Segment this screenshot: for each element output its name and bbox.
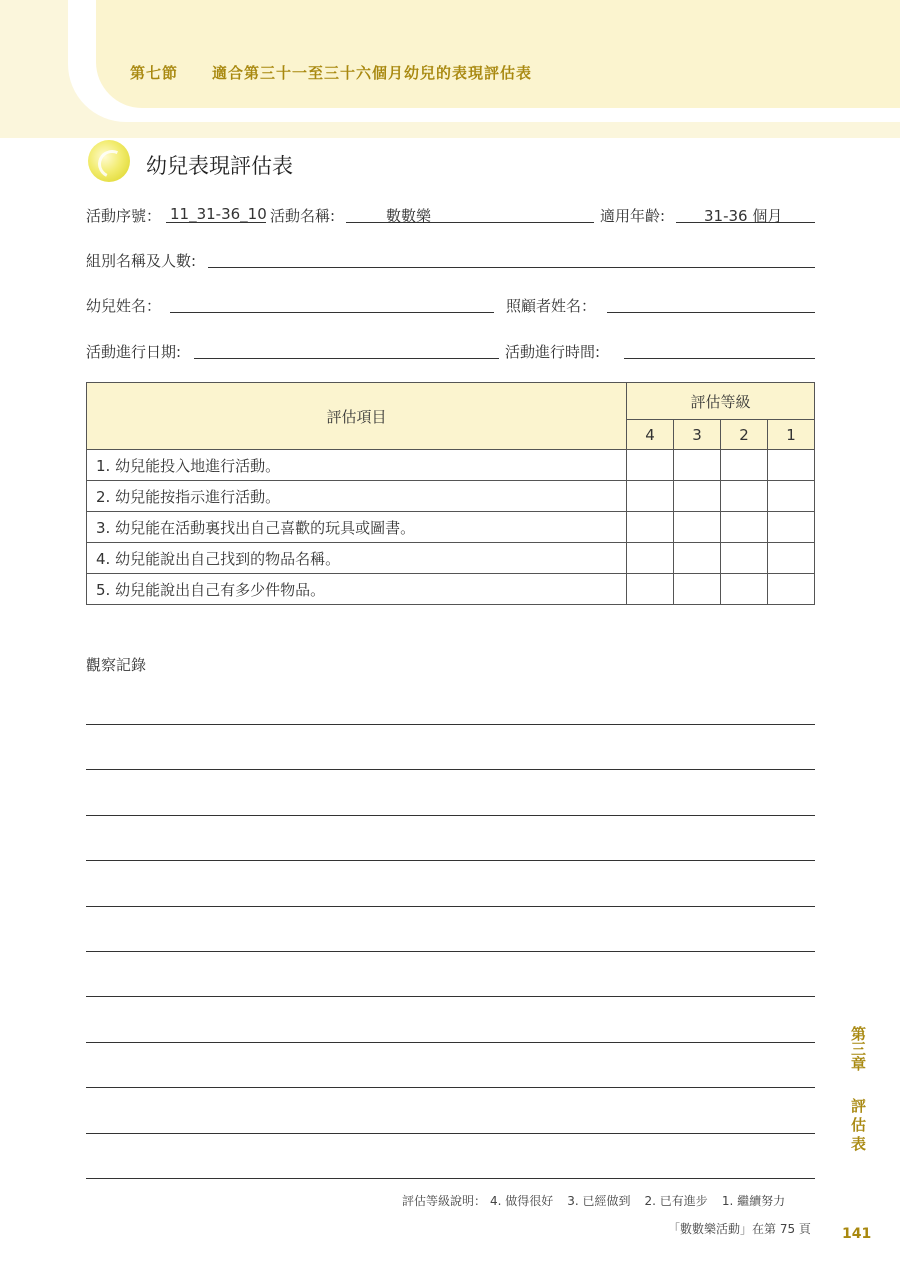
item-3: 3. 幼兒能在活動裏找出自己喜歡的玩具或圖書。 — [87, 512, 627, 543]
time-field[interactable] — [624, 358, 815, 359]
score-cell[interactable] — [768, 481, 815, 512]
score-cell[interactable] — [627, 543, 674, 574]
table-row — [87, 450, 815, 481]
observation-line[interactable] — [86, 951, 815, 952]
activity-name-label: 活動名稱: — [270, 207, 336, 225]
date-field[interactable] — [194, 358, 499, 359]
activity-name-value: 數數樂 — [386, 207, 432, 225]
item-4: 4. 幼兒能說出自己找到的物品名稱。 — [87, 543, 627, 574]
score-cell[interactable] — [627, 481, 674, 512]
score-cell[interactable] — [674, 512, 721, 543]
child-name-label: 幼兒姓名： — [86, 297, 162, 315]
table-row — [87, 574, 815, 605]
section-number: 第七節 — [130, 64, 179, 82]
level-1-header: 1 — [768, 420, 815, 450]
score-cell[interactable] — [768, 450, 815, 481]
child-name-field[interactable] — [170, 312, 494, 313]
table-row — [87, 512, 815, 543]
score-cell[interactable] — [721, 481, 768, 512]
score-cell[interactable] — [674, 450, 721, 481]
observation-line[interactable] — [86, 1133, 815, 1134]
age-label: 適用年齡: — [600, 207, 666, 225]
group-field[interactable] — [208, 267, 815, 268]
observation-line[interactable] — [86, 1087, 815, 1088]
activity-no-value: 11_31-36_10 — [170, 205, 267, 223]
carer-name-field[interactable] — [607, 312, 815, 313]
item-column-header: 評估項目 — [87, 383, 627, 450]
group-label: 組別名稱及人數: — [86, 252, 197, 270]
observation-line[interactable] — [86, 996, 815, 997]
score-cell[interactable] — [768, 574, 815, 605]
page-number: 141 — [842, 1226, 872, 1242]
item-1: 1. 幼兒能投入地進行活動。 — [87, 450, 627, 481]
legend-label: 評估等級說明： — [402, 1194, 487, 1208]
score-cell[interactable] — [768, 543, 815, 574]
observation-line[interactable] — [86, 860, 815, 861]
table-row — [87, 481, 815, 512]
level-3-header: 3 — [674, 420, 721, 450]
score-cell[interactable] — [674, 543, 721, 574]
date-label: 活動進行日期: — [86, 343, 182, 361]
observation-line[interactable] — [86, 815, 815, 816]
document-title: 幼兒表現評估表 — [146, 154, 293, 178]
page-reference: 「數數樂活動」在第 75 頁 — [668, 1222, 811, 1236]
score-cell[interactable] — [627, 450, 674, 481]
score-cell[interactable] — [627, 574, 674, 605]
evaluation-table — [86, 382, 815, 605]
observation-line[interactable] — [86, 769, 815, 770]
legend-item: 2. 已有進步 — [644, 1194, 708, 1208]
activity-no-label: 活動序號： — [86, 207, 162, 225]
level-4-header: 4 — [627, 420, 674, 450]
table-row — [87, 543, 815, 574]
side-chapter-label — [848, 1026, 868, 1076]
item-2: 2. 幼兒能按指示進行活動。 — [87, 481, 627, 512]
age-value: 31-36 個月 — [704, 207, 783, 225]
observation-line[interactable] — [86, 1178, 815, 1179]
table-header-row — [87, 383, 815, 420]
header-title — [130, 62, 532, 83]
activity-name-underline — [346, 222, 594, 223]
legend-item: 3. 已經做到 — [567, 1194, 631, 1208]
time-label: 活動進行時間: — [505, 343, 601, 361]
score-cell[interactable] — [768, 512, 815, 543]
title-bullet-icon — [88, 140, 130, 182]
score-cell[interactable] — [721, 543, 768, 574]
score-cell[interactable] — [721, 450, 768, 481]
score-cell[interactable] — [674, 574, 721, 605]
score-cell[interactable] — [721, 574, 768, 605]
section-title: 適合第三十一至三十六個月幼兒的表現評估表 — [212, 64, 533, 82]
side-section-text: 評估表 — [849, 1098, 867, 1155]
score-cell[interactable] — [627, 512, 674, 543]
observation-line[interactable] — [86, 724, 815, 725]
observation-title: 觀察記錄 — [86, 656, 147, 674]
level-column-header: 評估等級 — [627, 383, 815, 420]
side-section-label — [848, 1098, 868, 1160]
observation-line[interactable] — [86, 1042, 815, 1043]
level-2-header: 2 — [721, 420, 768, 450]
legend-item: 1. 繼續努力 — [721, 1194, 786, 1208]
observation-line[interactable] — [86, 906, 815, 907]
score-cell[interactable] — [674, 481, 721, 512]
item-5: 5. 幼兒能說出自己有多少件物品。 — [87, 574, 627, 605]
header-tab-inner — [96, 0, 900, 108]
carer-name-label: 照顧者姓名： — [506, 297, 597, 315]
score-cell[interactable] — [721, 512, 768, 543]
rating-legend — [402, 1192, 785, 1209]
side-chapter-text: 第三章 — [849, 1026, 867, 1071]
legend-item: 4. 做得很好 — [490, 1194, 554, 1208]
